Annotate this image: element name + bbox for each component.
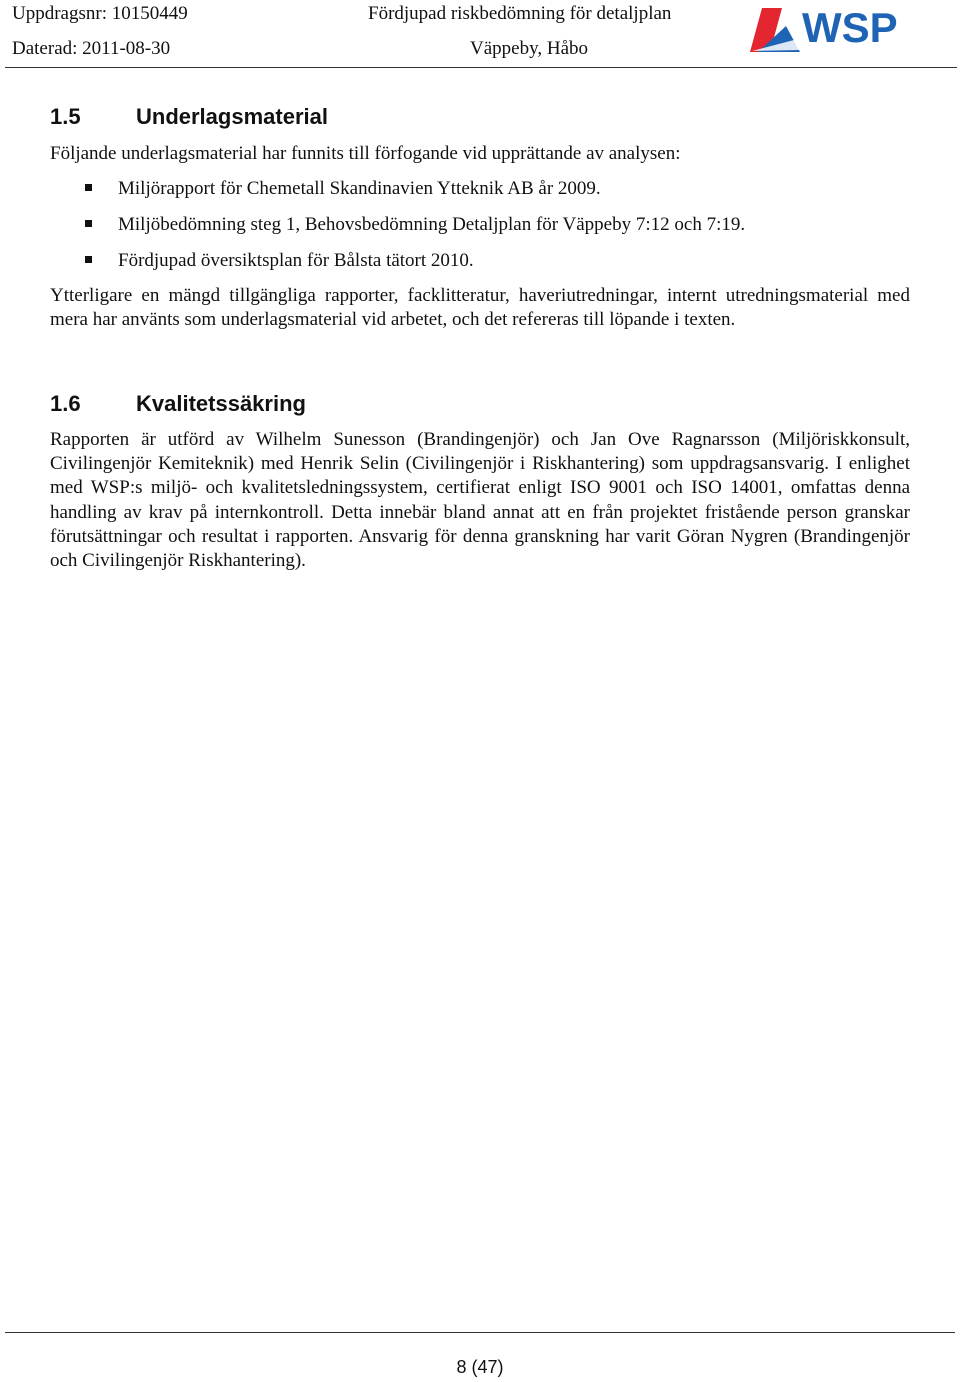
page-number: 8 (47) [456, 1357, 504, 1377]
list-item-text: Fördjupad översiktsplan för Bålsta tätort 2010. [118, 250, 474, 271]
section-title: Kvalitetssäkring [136, 391, 306, 416]
document-title: Fördjupad riskbedömning för detaljplan [368, 3, 672, 24]
square-bullet-icon [85, 220, 92, 227]
header-divider [5, 67, 957, 68]
list-item-text: Miljöbedömning steg 1, Behovsbedömning Detaljplan för Väppeby 7:12 och 7:19. [118, 214, 746, 235]
square-bullet-icon [85, 256, 92, 263]
list-item-text: Miljörapport för Chemetall Skandinavien Ytteknik AB år 2009. [118, 178, 601, 199]
section-number: 1.6 [50, 391, 81, 416]
logo-wordmark: WSP [802, 4, 898, 51]
section-title: Underlagsmaterial [136, 104, 328, 129]
page-header [0, 0, 960, 70]
document-date: Daterad: 2011-08-30 [12, 38, 171, 59]
body-paragraph: Rapporten är utförd av Wilhelm Sunesson (Brandingenjör) och Jan Ove Ragnarsson (Miljöriskkonsult, Civilingenjör Kemiteknik) med Henrik Selin (Civilingenjör i Riskhantering) som uppdragsansvarig. I enlighet med WSP:s miljö- och kvalitetsledningssystem, certifierat enligt ISO 9001 och ISO 14001, omfattas denna handling av krav på internkontroll. Detta innebär bland annat att en från projektet fristående person granskar förutsättningar och resultat i rapporten. Ansvarig för denna granskning har varit Göran Nygren (Brandingenjör och Civilingenjör Riskhantering). [50, 429, 910, 572]
wsp-logo [748, 2, 918, 54]
square-bullet-icon [85, 184, 92, 191]
assignment-number: Uppdragsnr: 10150449 [12, 3, 188, 24]
footer-divider [5, 1332, 955, 1333]
body-paragraph: Ytterligare en mängd tillgängliga rapporter, facklitteratur, haveriutredningar, internt utredningsmaterial med mera har använts som underlagsmaterial vid arbetet, och det refereras till löpande i texten. [50, 285, 910, 331]
document-location: Väppeby, Håbo [470, 38, 589, 59]
intro-paragraph: Följande underlagsmaterial har funnits till förfogande vid upprättande av analysen: [50, 143, 681, 164]
section-number: 1.5 [50, 104, 81, 129]
